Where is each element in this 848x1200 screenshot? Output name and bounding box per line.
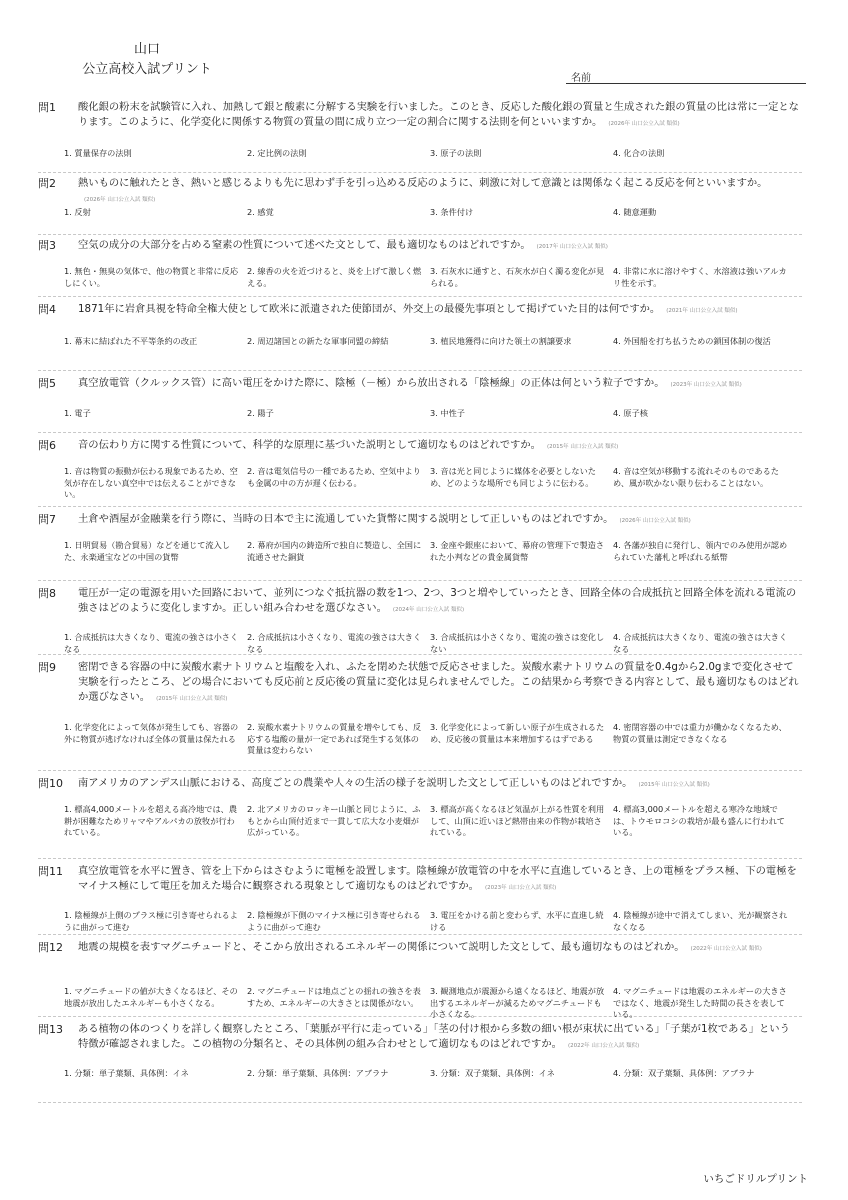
question-head: [38, 940, 802, 957]
choice-option[interactable]: 4. 分類：双子葉類、具体例：アブラナ: [613, 1068, 755, 1078]
choice-list: [64, 910, 796, 933]
question-body: 音の伝わり方に関する性質について、科学的な原理に基づいた説明として適切なものはどれですか。: [78, 439, 541, 451]
question-source: (2015年 山口公立入試 類似): [638, 782, 710, 788]
choice-option[interactable]: 4. 原子核: [613, 408, 648, 418]
choice-option[interactable]: 2. 幕府が国内の鋳造所で独自に製造し、全国に流通させた銅貨: [247, 540, 422, 562]
name-label: 名前: [571, 73, 591, 84]
choice-option[interactable]: 1. 反射: [64, 207, 91, 217]
question-text: [78, 864, 802, 896]
question-body: 真空放電管を水平に置き、管を上下からはさむように電極を設置します。陰極線が放電管の中を水平に直進しているとき、上の電極をプラス極、下の電極をマイナス極にして電圧を加えた場合に観察される現象として適切なものはどれですか。: [78, 865, 797, 892]
choice-option[interactable]: 2. 周辺諸国との新たな軍事同盟の締結: [247, 336, 389, 346]
choice-list: [64, 722, 796, 757]
choice-option[interactable]: 1. 標高4,000メートルを超える高冷地では、農耕が困難なためリャマやアルパカの放牧が行われている。: [64, 804, 238, 837]
question-head: [38, 100, 802, 132]
question-item: [38, 660, 802, 771]
choice-list: [64, 266, 796, 289]
question-body: ある植物の体のつくりを詳しく観察したところ、「葉脈が平行に走っている」「茎の付け根から多数の細い根が束状に出ている」「子葉が1枚である」という特徴が確認されました。この植物の分類名と、その具体例の組み合わせとして適切なものはどれですか。: [78, 1023, 790, 1050]
question-head: [38, 302, 802, 319]
question-number: 問12: [38, 941, 63, 954]
question-head: [38, 1022, 802, 1054]
question-source: (2024年 山口公立入試 類似): [392, 607, 465, 613]
name-field[interactable]: [566, 66, 806, 84]
choice-option[interactable]: 3. 中性子: [430, 408, 465, 418]
question-head: [38, 512, 802, 529]
choice-option[interactable]: 1. 電子: [64, 408, 91, 418]
choice-option[interactable]: 4. 外国船を打ち払うための鎖国体制の復活: [613, 336, 771, 346]
choice-list: [64, 148, 796, 160]
question-body: 南アメリカのアンデス山脈における、高度ごとの農業や人々の生活の様子を説明した文として正しいものはどれですか。: [78, 777, 633, 789]
question-body: 密閉できる容器の中に炭酸水素ナトリウムと塩酸を入れ、ふたを閉めた状態で反応させました。炭酸水素ナトリウムの質量を0.4gから2.0gまで変化させて実験を行ったところ、どの場合においても反応前と反応後の質量に変化は見られませんでした。この結果から考察できる内容として、最も適切なものはどれか選びなさい。: [78, 661, 799, 703]
question-text: [78, 302, 802, 319]
question-head: [38, 776, 802, 793]
question-head: [38, 438, 802, 455]
choice-option[interactable]: 3. 金座や銀座において、幕府の管理下で製造された小判などの貴金属貨幣: [430, 540, 605, 562]
choice-option[interactable]: 1. 分類：単子葉類、具体例：イネ: [64, 1068, 189, 1078]
question-text: [78, 1022, 802, 1054]
choice-option[interactable]: 2. 合成抵抗は小さくなり、電流の強さは大きくなる: [247, 632, 422, 654]
choice-list: [64, 632, 796, 655]
choice-option[interactable]: 3. 条件付け: [430, 207, 474, 217]
choice-option[interactable]: 4. 各藩が独自に発行し、領内でのみ使用が認められていた藩札と呼ばれる紙幣: [613, 540, 788, 562]
choice-list: [64, 540, 796, 563]
question-source: (2015年 山口公立入試 類似): [156, 696, 228, 702]
question-text: [78, 586, 802, 618]
choice-option[interactable]: 3. 化学変化によって新しい原子が生成されるため、反応後の質量は本来増加するはずである: [430, 722, 605, 744]
choice-option[interactable]: 2. 感覚: [247, 207, 274, 217]
question-item: [38, 512, 802, 581]
choice-option[interactable]: 2. 炭酸水素ナトリウムの質量を増やしても、反応する塩酸の量が一定であれば発生する気体の質量は変わらない: [247, 722, 422, 755]
choice-option[interactable]: 4. 化合の法則: [613, 148, 665, 158]
question-number: 問7: [38, 513, 56, 526]
question-text: [78, 438, 802, 455]
choice-option[interactable]: 2. 線香の火を近づけると、炎を上げて激しく燃える。: [247, 266, 422, 288]
question-head: [38, 238, 802, 255]
question-text: [78, 176, 802, 208]
choice-option[interactable]: 1. 化学変化によって気体が発生しても、容器の外に物質が逃げなければ全体の質量は保たれる: [64, 722, 239, 744]
question-head: [38, 864, 802, 896]
question-body: 土倉や酒屋が金融業を行う際に、当時の日本で主に流通していた貨幣に関する説明として正しいものはどれですか。: [78, 513, 614, 525]
choice-option[interactable]: 2. 陽子: [247, 408, 274, 418]
question-number: 問4: [38, 303, 56, 316]
page-title: 公立高校入試プリント: [82, 62, 212, 77]
question-item: [38, 100, 802, 173]
choice-option[interactable]: 2. マグニチュードは地点ごとの揺れの強さを表すため、エネルギーの大きさとは関係がない。: [247, 986, 421, 1008]
choice-option[interactable]: 4. 随意運動: [613, 207, 657, 217]
choice-option[interactable]: 2. 北アメリカのロッキー山脈と同じように、ふもとから山頂付近まで一貫して広大な小麦畑が広がっている。: [247, 804, 421, 837]
question-source: (2026年 山口公立入試 類似): [84, 197, 156, 203]
question-number: 問9: [38, 661, 56, 674]
question-source: (2026年 山口公立入試 類似): [619, 518, 691, 524]
choice-option[interactable]: 2. 定比例の法則: [247, 148, 307, 158]
question-item: [38, 376, 802, 433]
title-block: [62, 40, 232, 80]
choice-option[interactable]: 1. 日明貿易（勘合貿易）などを通じて流入した、永楽通宝などの中国の貨幣: [64, 540, 230, 562]
choice-option[interactable]: 1. 陰極線が上側のプラス極に引き寄せられるように曲がって進む: [64, 910, 238, 932]
choice-list: [64, 207, 796, 219]
choice-option[interactable]: 1. 音は物質の振動が伝わる現象であるため、空気が存在しない真空中では伝えることができない。: [64, 466, 238, 499]
question-number: 問1: [38, 101, 56, 114]
choice-option[interactable]: 4. 標高3,000メートルを超える寒冷な地域では、トウモロコシの栽培が最も盛んに行われている。: [613, 804, 785, 837]
question-item: [38, 1022, 802, 1103]
choice-list: [64, 804, 796, 839]
choice-option[interactable]: 4. 非常に水に溶けやすく、水溶液は強いアルカリ性を示す。: [613, 266, 787, 288]
question-source: (2021年 山口公立入試 類似): [666, 308, 738, 314]
question-item: [38, 776, 802, 859]
question-body: 1871年に岩倉具視を特命全権大使として欧米に派遣された使節団が、外交上の最優先事項として掲げていた目的は何ですか。: [78, 303, 661, 315]
question-head: [38, 660, 802, 707]
choice-option[interactable]: 3. 標高が高くなるほど気温が上がる性質を利用して、山頂に近いほど熱帯由来の作物が栽培されている。: [430, 804, 605, 837]
question-source: (2015年 山口公立入試 類似): [546, 444, 619, 450]
choice-option[interactable]: 1. 幕末に結ばれた不平等条約の改正: [64, 336, 198, 346]
choice-option[interactable]: 4. 合成抵抗は大きくなり、電流の強さは大きくなる: [613, 632, 788, 654]
choice-option[interactable]: 3. 植民地獲得に向けた領土の割譲要求: [430, 336, 572, 346]
choice-option[interactable]: 3. 音は光と同じように媒体を必要としないため、どのような場所でも同じように伝わる。: [430, 466, 596, 488]
question-item: [38, 176, 802, 235]
question-source: (2022年 山口公立入試 類似): [567, 1043, 640, 1049]
question-source: (2017年 山口公立入試 類似): [536, 244, 608, 250]
choice-option[interactable]: 4. 音は空気が移動する流れそのものであるため、風が吹かない限り伝わることはない。: [613, 466, 779, 488]
choice-option[interactable]: 1. 合成抵抗は大きくなり、電流の強さは小さくなる: [64, 632, 239, 654]
question-item: [38, 302, 802, 371]
choice-list: [64, 986, 796, 1021]
question-source: (2022年 山口公立入試 類似): [690, 946, 762, 952]
choice-option[interactable]: 4. マグニチュードは地震のエネルギーの大きさではなく、地震が発生した時間の長さを表している。: [613, 986, 787, 1019]
question-item: [38, 940, 802, 1017]
choice-list: [64, 336, 796, 348]
choice-option[interactable]: 3. 原子の法則: [430, 148, 482, 158]
question-text: [78, 100, 802, 132]
question-number: 問8: [38, 587, 56, 600]
question-item: [38, 586, 802, 655]
choice-option[interactable]: 2. 音は電気信号の一種であるため、空気中よりも金属の中の方が遅く伝わる。: [247, 466, 421, 488]
question-body: 地震の規模を表すマグニチュードと、そこから放出されるエネルギーの関係について説明した文として、最も適切なものはどれか。: [78, 941, 685, 953]
question-item: [38, 238, 802, 297]
choice-option[interactable]: 3. 観測地点が震源から遠くなるほど、地震が放出するエネルギーが減るためマグニチュードも小さくなる。: [430, 986, 605, 1019]
choice-option[interactable]: 3. 電圧をかける前と変わらず、水平に直進し続ける: [430, 910, 604, 932]
question-number: 問6: [38, 439, 56, 452]
question-body: 電圧が一定の電源を用いた回路において、並列につなぐ抵抗器の数を1つ、2つ、3つと増やしていったとき、回路全体の合成抵抗と回路全体を流れる電流の強さはどのように変化しますか。正しい組み合わせを選びなさい。: [78, 587, 797, 614]
choice-list: [64, 1068, 796, 1080]
prefecture-label: 山口: [133, 42, 160, 57]
question-body: 酸化銀の粉末を試験管に入れ、加熱して銀と酸素に分解する実験を行いました。このとき、反応した酸化銀の質量と生成された銀の質量の比は常に一定となります。このように、化学変化に関係する物質の質量の間に成り立つ一定の割合に関する法則を何といいますか。: [78, 101, 799, 128]
question-head: [38, 176, 802, 208]
question-body: 空気の成分の大部分を占める窒素の性質について述べた文として、最も適切なものはどれですか。: [78, 239, 531, 251]
question-source: (2023年 山口公立入試 類似): [670, 382, 742, 388]
question-source: (2026年 山口公立入試 類似): [608, 121, 680, 127]
question-number: 問13: [38, 1023, 63, 1036]
choice-list: [64, 408, 796, 420]
question-number: 問3: [38, 239, 56, 252]
question-head: [38, 586, 802, 618]
choice-option[interactable]: 3. 合成抵抗は小さくなり、電流の強さは変化しない: [430, 632, 605, 654]
choice-option[interactable]: 4. 陰極線が途中で消えてしまい、光が観察されなくなる: [613, 910, 788, 932]
question-text: [78, 660, 802, 707]
question-text: [78, 238, 802, 255]
choice-option[interactable]: 1. マグニチュードの値が大きくなるほど、その地震が放出したエネルギーも小さくなる。: [64, 986, 238, 1008]
choice-option[interactable]: 3. 石灰水に通すと、石灰水が白く濁る変化が見られる。: [430, 266, 605, 288]
question-item: [38, 438, 802, 507]
question-number: 問2: [38, 177, 56, 190]
question-number: 問11: [38, 865, 63, 878]
choice-option[interactable]: 2. 陰極線が下側のマイナス極に引き寄せられるように曲がって進む: [247, 910, 421, 932]
question-number: 問10: [38, 777, 63, 790]
choice-option[interactable]: 4. 密閉容器の中では重力が働かなくなるため、物質の質量は測定できなくなる: [613, 722, 787, 744]
question-text: [78, 376, 802, 393]
choice-option[interactable]: 3. 分類：双子葉類、具体例：イネ: [430, 1068, 555, 1078]
question-number: 問5: [38, 377, 56, 390]
question-text: [78, 940, 802, 957]
question-head: [38, 376, 802, 393]
footer-brand: いちごドリルプリント: [703, 1173, 808, 1185]
choice-option[interactable]: 1. 無色・無臭の気体で、他の物質と非常に反応しにくい。: [64, 266, 239, 288]
choice-option[interactable]: 2. 分類：単子葉類、具体例：アブラナ: [247, 1068, 389, 1078]
question-text: [78, 776, 802, 793]
choice-list: [64, 466, 796, 501]
question-item: [38, 864, 802, 935]
choice-option[interactable]: 1. 質量保存の法則: [64, 148, 132, 158]
question-source: (2023年 山口公立入試 類似): [484, 885, 557, 891]
question-body: 真空放電管（クルックス管）に高い電圧をかけた際に、陰極（－極）から放出される「陰極線」の正体は何という粒子ですか。: [78, 377, 665, 389]
question-text: [78, 512, 802, 529]
question-body: 熱いものに触れたとき、熱いと感じるよりも先に思わず手を引っ込める反応のように、刺激に対して意識とは関係なく起こる反応を何といいますか。: [78, 177, 768, 189]
